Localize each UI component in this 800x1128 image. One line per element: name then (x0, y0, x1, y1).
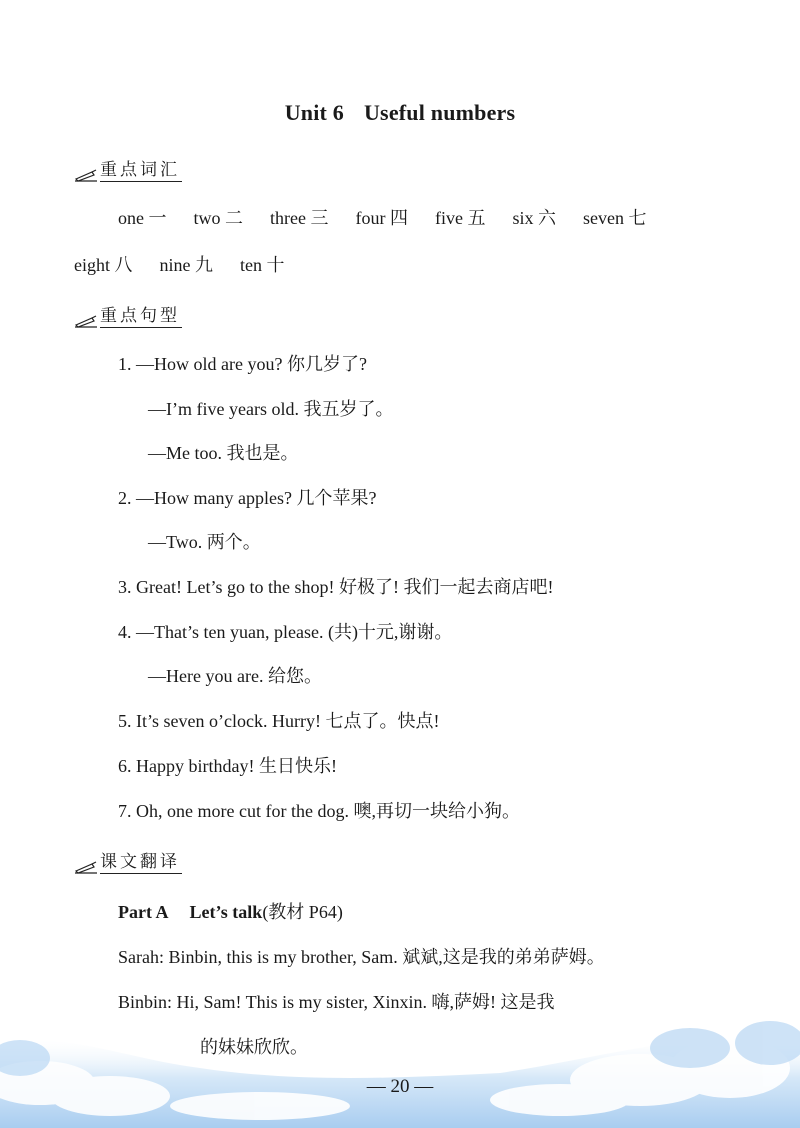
unit-name: Useful numbers (363, 100, 516, 125)
part-name: Part A (118, 902, 169, 922)
dialogue-line: Sarah: Binbin, this is my brother, Sam. 斌斌,这是我的弟弟萨姆。 (118, 947, 605, 967)
pen-icon (74, 858, 98, 874)
section-sentences-label: 重点句型 (100, 306, 180, 326)
pen-icon (74, 166, 98, 182)
unit-label: Unit 6 (284, 100, 344, 125)
vocab-row-2 (74, 253, 285, 277)
sentence-line: 3. Great! Let’s go to the shop! 好极了! 我们一起去商店吧! (118, 577, 554, 597)
vocab-item: eight 八 (74, 255, 133, 275)
part-ref: (教材 P64) (262, 902, 343, 922)
sentence-line: 4. —That’s ten yuan, please. (共)十元,谢谢。 (118, 622, 453, 642)
sentence-line: 7. Oh, one more cut for the dog. 噢,再切一块给小狗。 (118, 801, 520, 821)
sentence-line: —I’m five years old. 我五岁了。 (148, 399, 394, 419)
section-translation-label: 课文翻译 (100, 852, 180, 872)
vocab-row-1 (118, 206, 646, 230)
dialogue-line: Binbin: Hi, Sam! This is my sister, Xinxin. 嗨,萨姆! 这是我 (118, 992, 555, 1012)
section-sentences-header (74, 302, 182, 328)
section-translation-header (74, 848, 182, 874)
sentence-line: —Me too. 我也是。 (148, 443, 299, 463)
pen-icon (74, 312, 98, 328)
sentence-line: 1. —How old are you? 你几岁了? (118, 354, 367, 374)
vocab-item: four 四 (355, 208, 408, 228)
vocab-item: five 五 (434, 208, 486, 228)
vocab-item: three 三 (270, 208, 329, 228)
page-title (0, 100, 800, 126)
vocab-item: six 六 (512, 208, 556, 228)
vocab-item: ten 十 (240, 255, 285, 275)
part-talk: Let’s talk (189, 902, 263, 922)
vocab-item: one 一 (118, 208, 167, 228)
sentence-line: 6. Happy birthday! 生日快乐! (118, 756, 337, 776)
page-number: — 20 — (366, 1076, 434, 1097)
section-vocab-header (74, 156, 182, 182)
vocab-item: two 二 (193, 208, 243, 228)
section-vocab-label: 重点词汇 (100, 160, 180, 180)
vocab-item: seven 七 (582, 208, 647, 228)
dialogue-line: 的妹妹欣欣。 (200, 1037, 308, 1057)
cloud-footer-decoration (0, 988, 800, 1128)
sentence-line: 5. It’s seven o’clock. Hurry! 七点了。快点! (118, 711, 440, 731)
part-heading (118, 900, 343, 924)
sentence-line: —Two. 两个。 (148, 532, 261, 552)
vocab-item: nine 九 (159, 255, 213, 275)
sentence-line: —Here you are. 给您。 (148, 666, 322, 686)
sentence-line: 2. —How many apples? 几个苹果? (118, 488, 377, 508)
